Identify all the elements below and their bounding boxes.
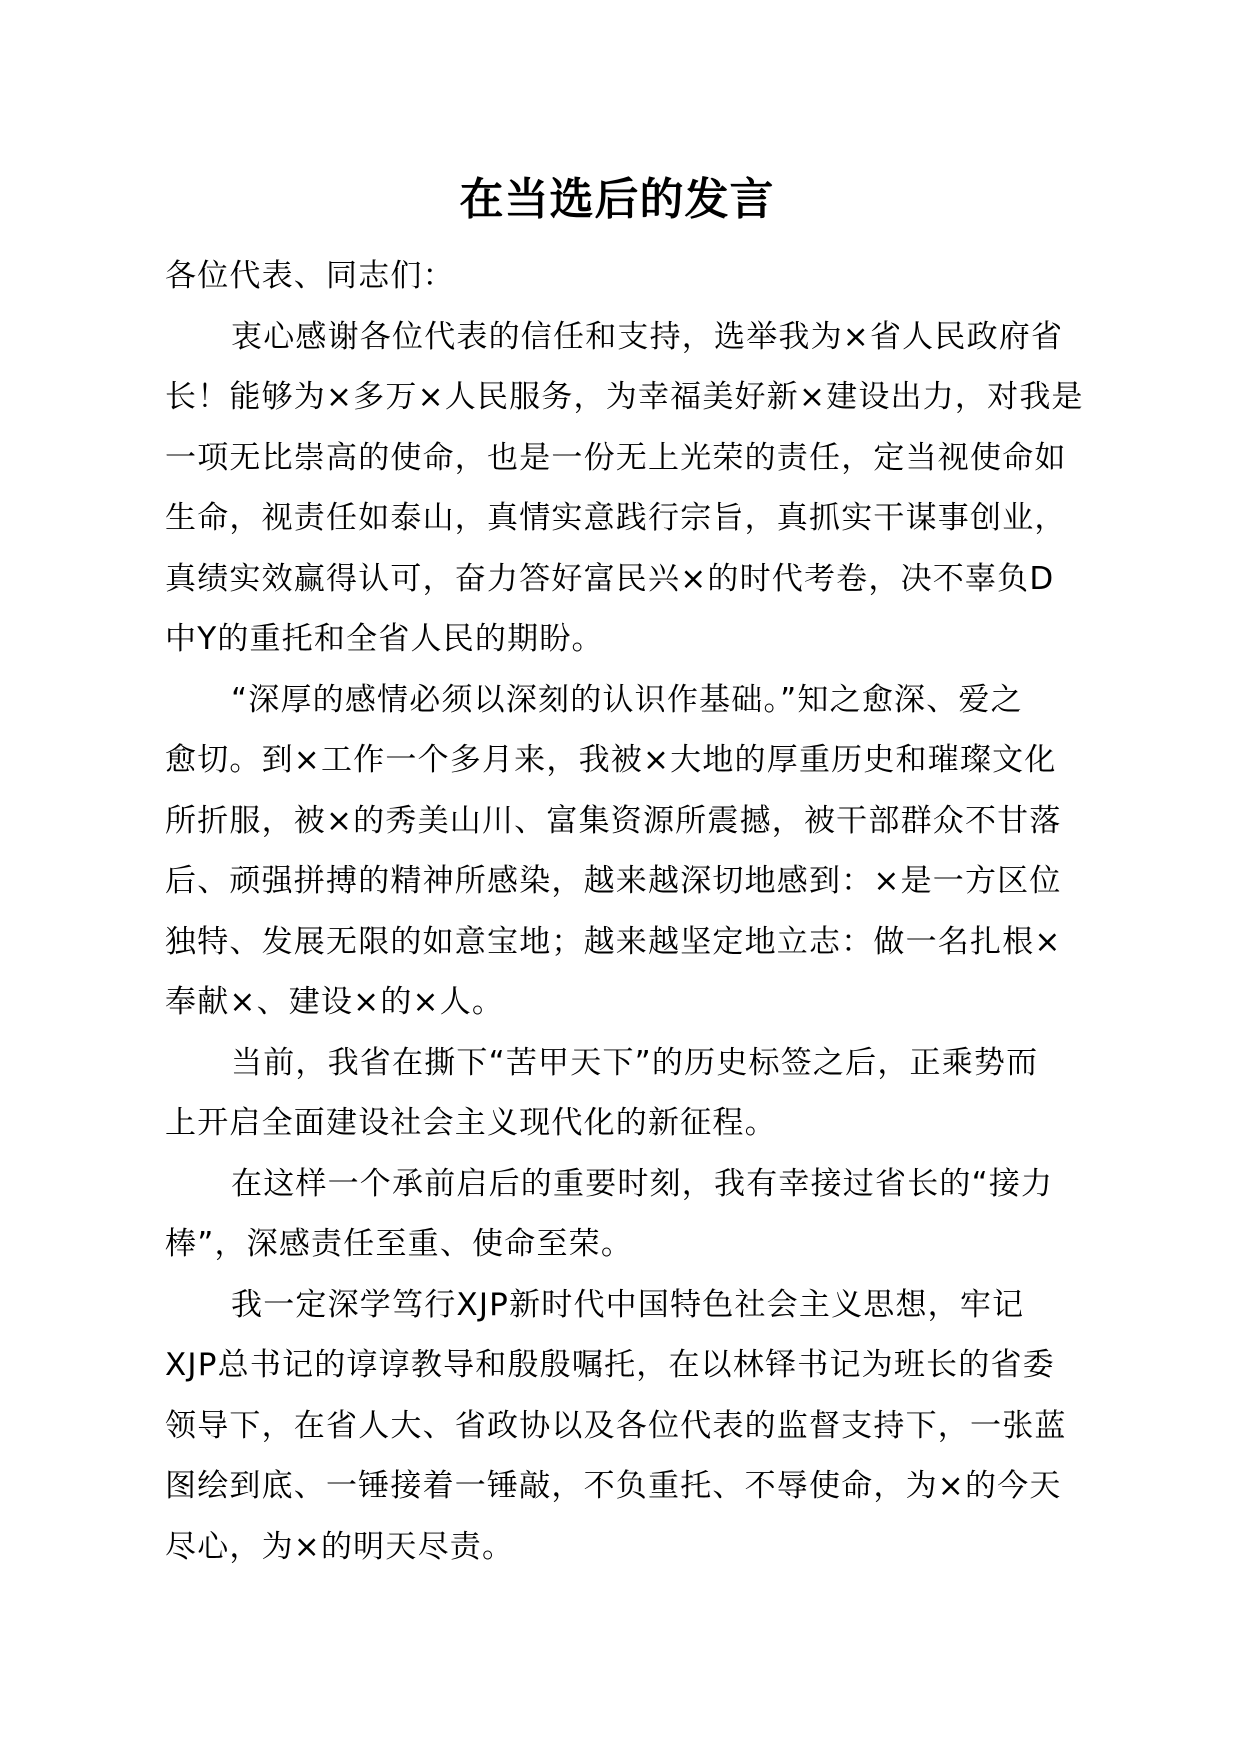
paragraph-3-line-2: 上开启全面建设社会主义现代化的新征程。 bbox=[165, 1105, 777, 1141]
paragraph-1-line-4: 生命，视责任如泰山，真情实意践行宗旨，真抓实干谋事创业， bbox=[165, 500, 1067, 536]
paragraph-5-line-4: 图绘到底、一锤接着一锤敲，不负重托、不辱使命，为×的今天 bbox=[165, 1468, 1062, 1504]
paragraph-2-line-4: 后、顽强拼搏的精神所感染，越来越深切地感到：×是一方区位 bbox=[165, 863, 1062, 899]
paragraph-5-line-2: XJP总书记的谆谆教导和殷殷嘱托，在以林铎书记为班长的省委 bbox=[165, 1347, 1055, 1383]
paragraph-1-line-6: 中Y的重托和全省人民的期盼。 bbox=[165, 621, 604, 657]
paragraph-3-line-1: 当前，我省在撕下“苦甲天下”的历史标签之后，正乘势而 bbox=[231, 1044, 1039, 1081]
paragraph-1-line-2: 长！能够为×多万×人民服务，为幸福美好新×建设出力，对我是 bbox=[165, 379, 1084, 415]
paragraph-2-line-5: 独特、发展无限的如意宝地；越来越坚定地立志：做一名扎根× bbox=[165, 923, 1062, 960]
paragraph-2-line-6: 奉献×、建设×的×人。 bbox=[165, 984, 505, 1020]
paragraph-4-line-2: 棒”，深感责任至重、使命至荣。 bbox=[165, 1226, 634, 1262]
document-body bbox=[165, 246, 1115, 1577]
paragraph-5-line-5: 尽心，为×的明天尽责。 bbox=[165, 1528, 515, 1565]
document-title: 在当选后的发言 bbox=[459, 174, 775, 225]
paragraph-1-line-5: 真绩实效赢得认可，奋力答好富民兴×的时代考卷，决不辜负D bbox=[165, 560, 1055, 597]
paragraph-2-line-1: “深厚的感情必须以深刻的认识作基础。”知之愈深、爱之 bbox=[231, 681, 1023, 718]
paragraph-2-line-3: 所折服，被×的秀美山川、富集资源所震撼，被干部群众不甘落 bbox=[165, 802, 1062, 839]
paragraph-2-line-2: 愈切。到×工作一个多月来，我被×大地的厚重历史和璀璨文化 bbox=[165, 742, 1057, 778]
paragraph-1-line-1: 衷心感谢各位代表的信任和支持，选举我为×省人民政府省 bbox=[231, 318, 1064, 355]
paragraph-4-line-1: 在这样一个承前启后的重要时刻，我有幸接过省长的“接力 bbox=[231, 1165, 1054, 1202]
paragraph-5-line-1: 我一定深学笃行XJP新时代中国特色社会主义思想，牢记 bbox=[231, 1286, 1025, 1323]
paragraph-1-line-3: 一项无比崇高的使命，也是一份无上光荣的责任，定当视使命如 bbox=[165, 439, 1067, 476]
salutation-line: 各位代表、同志们： bbox=[165, 258, 455, 294]
paragraph-5-line-3: 领导下，在省人大、省政协以及各位代表的监督支持下，一张蓝 bbox=[165, 1407, 1067, 1444]
